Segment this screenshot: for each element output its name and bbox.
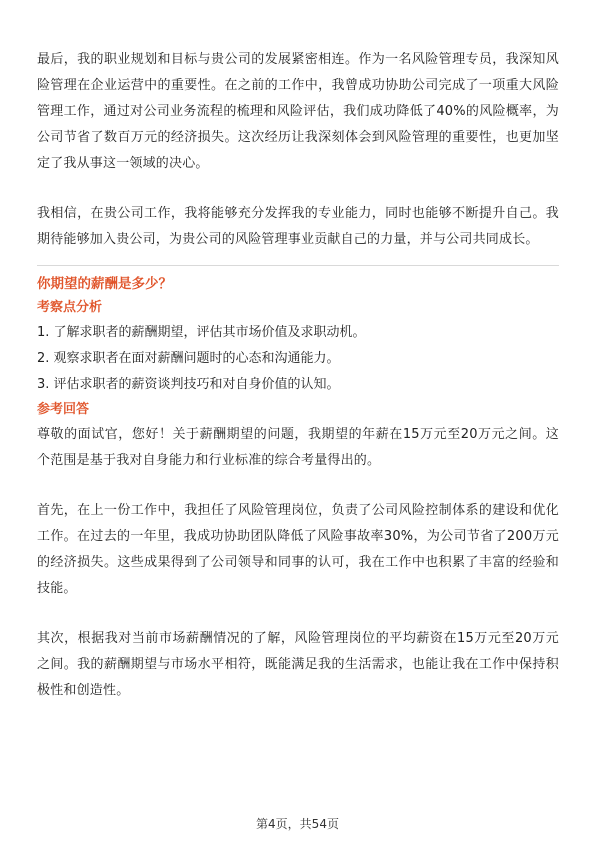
paragraph-spacer (37, 177, 559, 201)
answer-paragraph-2: 首先，在上一份工作中，我担任了风险管理岗位，负责了公司风险控制体系的建设和优化工作。在过去的一年里，我成功协助团队降低了风险事故率30%，为公司节省了200万元的经济损失。这些成果得到了公司领导和同事的认可，我在工作中也积累了丰富的经验和技能。 (37, 503, 559, 596)
intro-paragraph-2: 我相信，在贵公司工作，我将能够充分发挥我的专业能力，同时也能够不断提升自己。我期待能够加入贵公司，为贵公司的风险管理事业贡献自己的力量，并与公司共同成长。 (37, 206, 559, 247)
document-page (37, 47, 559, 704)
paragraph-spacer (37, 602, 559, 626)
paragraph-spacer (37, 474, 559, 498)
answer-paragraph-1: 尊敬的面试官，您好！关于薪酬期望的问题，我期望的年薪在15万元至20万元之间。这个范围是基于我对自身能力和行业标准的综合考量得出的。 (37, 427, 559, 468)
analysis-heading: 考察点分析 (37, 300, 103, 315)
question-title: 你期望的薪酬是多少？ (37, 276, 172, 292)
page-number-footer: 第4页，共54页 (256, 817, 339, 831)
analysis-list (37, 320, 559, 398)
section-divider (37, 265, 559, 266)
analysis-item: 2. 观察求职者在面对薪酬问题时的心态和沟通能力。 (37, 351, 340, 366)
intro-paragraph-1: 最后，我的职业规划和目标与贵公司的发展紧密相连。作为一名风险管理专员，我深知风险管理在企业运营中的重要性。在之前的工作中，我曾成功协助公司完成了一项重大风险管理工作，通过对公司业务流程的梳理和风险评估，我们成功降低了40%的风险概率，为公司节省了数百万元的经济损失。这次经历让我深刻体会到风险管理的重要性，也更加坚定了我从事这一领域的决心。 (37, 52, 559, 171)
answer-heading: 参考回答 (37, 402, 90, 417)
analysis-item: 1. 了解求职者的薪酬期望，评估其市场价值及求职动机。 (37, 325, 366, 340)
answer-paragraph-3: 其次，根据我对当前市场薪酬情况的了解，风险管理岗位的平均薪资在15万元至20万元之间。我的薪酬期望与市场水平相符，既能满足我的生活需求，也能让我在工作中保持积极性和创造性。 (37, 631, 559, 698)
analysis-item: 3. 评估求职者的薪资谈判技巧和对自身价值的认知。 (37, 377, 340, 392)
